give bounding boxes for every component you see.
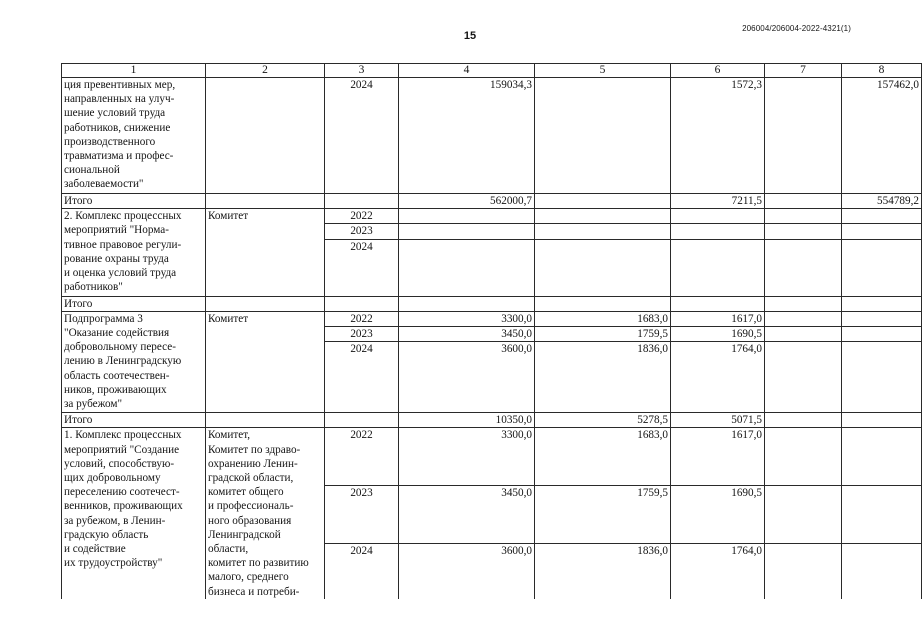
empty-cell [671,209,765,224]
total-label: Итого [62,296,206,311]
value-cell: 1617,0 [671,428,765,486]
value-cell [765,78,842,194]
text-line: ников, проживающих [64,383,167,396]
empty-cell [842,413,922,428]
empty-cell [842,296,922,311]
value-cell: 3600,0 [399,543,535,599]
column-header: 4 [399,64,535,78]
year-cell: 2023 [325,224,399,239]
value-cell: 1683,0 [535,428,671,486]
empty-cell [842,311,922,326]
value-cell: 3450,0 [399,327,535,342]
text-line: рование охраны труда [64,252,169,265]
year-cell: 2024 [325,239,399,296]
text-line: малого, среднего [208,571,289,584]
empty-cell [765,428,842,486]
empty-cell [535,224,671,239]
total-label: Итого [62,413,206,428]
column-header: 2 [206,64,325,78]
empty-cell [399,296,535,311]
empty-cell [842,428,922,486]
column-header: 8 [842,64,922,78]
empty-cell [842,224,922,239]
text-line: и содействие [64,543,126,556]
text-line: охранению Ленин- [208,457,298,470]
text-line: работников" [64,281,123,294]
text-line: Ленинградской [208,528,281,541]
empty-cell [765,413,842,428]
year-cell: 2024 [325,543,399,599]
text-line: за рубежом, в Ленин- [64,514,166,527]
column-header: 6 [671,64,765,78]
value-cell: 562000,7 [399,194,535,209]
empty-cell [765,342,842,413]
empty-cell [765,327,842,342]
empty-cell [399,239,535,296]
empty-cell [535,209,671,224]
value-cell: 157462,0 [842,78,922,194]
text-line: комитет по развитию [208,557,309,570]
empty-cell [535,239,671,296]
empty-cell [842,486,922,544]
total-label: Итого [62,194,206,209]
value-cell: 1759,5 [535,327,671,342]
year-cell: 2022 [325,311,399,326]
year-cell: 2023 [325,486,399,544]
value-cell: 5278,5 [535,413,671,428]
empty-cell [842,543,922,599]
empty-cell [842,239,922,296]
text-line: ного образования [208,514,292,527]
value-cell: 1836,0 [535,543,671,599]
text-line: бизнеса и потреби- [208,585,300,598]
value-cell: 7211,5 [671,194,765,209]
value-cell: 3450,0 [399,486,535,544]
empty-cell [765,224,842,239]
empty-cell [765,296,842,311]
text-line: ция превентивных мер, [64,79,176,91]
empty-cell [535,194,671,209]
text-line: заболеваемости" [64,178,144,191]
year-cell: 2022 [325,428,399,486]
value-cell: 159034,3 [399,78,535,194]
text-line: тивное правовое регули- [64,238,182,251]
text-line: и оценка условий труда [64,267,177,280]
value-cell: 554789,2 [842,194,922,209]
measure-name-cell [62,428,206,599]
text-line: "Оказание содействия [64,327,170,340]
text-line: производственного [64,135,156,148]
empty-cell [399,224,535,239]
year-cell: 2022 [325,209,399,224]
text-line: сиональной [64,164,120,177]
value-cell: 10350,0 [399,413,535,428]
table-row [62,209,922,224]
empty-cell [206,296,325,311]
value-cell: 1690,5 [671,327,765,342]
text-line: и профессиональ- [208,500,294,513]
text-line: 2. Комплекс процессных [64,210,182,223]
empty-cell [842,209,922,224]
empty-cell [399,209,535,224]
text-line: работников, снижение [64,121,171,134]
text-line: градской области, [208,472,294,485]
text-line: венников, проживающих [64,500,183,513]
text-line: 1. Комплекс процессных [64,429,182,442]
text-line: травматизма и профес- [64,150,174,163]
table-row [62,311,922,326]
text-line: мероприятий "Норма- [64,224,169,237]
value-cell: 3300,0 [399,428,535,486]
year-cell: 2024 [325,78,399,194]
text-line: области, [208,543,249,556]
total-row [62,194,922,209]
executor-cell [206,78,325,194]
text-line: градскую область [64,528,149,541]
text-line: комитет общего [208,486,284,499]
table-row [62,78,922,194]
empty-cell [325,296,399,311]
empty-cell [842,342,922,413]
empty-cell [535,296,671,311]
executor-cell: Комитет [206,311,325,412]
empty-cell [765,209,842,224]
text-line: добровольному пересе- [64,341,176,354]
text-line: за рубежом" [64,398,123,411]
value-cell [535,78,671,194]
text-line: область соотечествен- [64,369,170,382]
empty-cell [765,194,842,209]
value-cell: 1764,0 [671,543,765,599]
text-line: их трудоустройству" [64,557,163,570]
measure-name-cell [62,78,206,194]
text-line: шение условий труда [64,107,166,120]
empty-cell [765,486,842,544]
text-line: переселению соотечест- [64,486,180,499]
text-line: щих добровольному [64,472,161,485]
value-cell: 1836,0 [535,342,671,413]
text-line: направленных на улуч- [64,93,175,106]
column-header: 7 [765,64,842,78]
budget-table [61,63,922,599]
column-header: 5 [535,64,671,78]
total-row [62,413,922,428]
value-cell: 3600,0 [399,342,535,413]
empty-cell [765,239,842,296]
empty-cell [671,224,765,239]
empty-cell [325,413,399,428]
executor-cell [206,428,325,599]
empty-cell [671,239,765,296]
document-id: 206004/206004-2022-4321(1) [742,24,851,33]
text-line: условий, способствую- [64,457,175,470]
empty-cell [206,194,325,209]
text-line: Комитет, [208,429,251,442]
text-line: Комитет по здраво- [208,443,301,456]
page-number: 15 [463,30,477,42]
empty-cell [206,413,325,428]
year-cell: 2024 [325,342,399,413]
executor-cell: Комитет [206,209,325,296]
empty-cell [325,194,399,209]
total-row [62,296,922,311]
table-row [62,428,922,486]
empty-cell [671,296,765,311]
text-line: Подпрограмма 3 [64,312,143,325]
value-cell: 1572,3 [671,78,765,194]
empty-cell [765,311,842,326]
column-header: 3 [325,64,399,78]
value-cell: 1617,0 [671,311,765,326]
value-cell: 1683,0 [535,311,671,326]
empty-cell [765,543,842,599]
value-cell: 1759,5 [535,486,671,544]
column-header: 1 [62,64,206,78]
text-line: лению в Ленинградскую [64,355,182,368]
value-cell: 1690,5 [671,486,765,544]
value-cell: 5071,5 [671,413,765,428]
text-line: мероприятий "Создание [64,443,180,456]
value-cell: 3300,0 [399,311,535,326]
table-header-row [62,64,922,78]
value-cell: 1764,0 [671,342,765,413]
year-cell: 2023 [325,327,399,342]
subprogram-name-cell [62,311,206,412]
measure-name-cell [62,209,206,296]
empty-cell [842,327,922,342]
